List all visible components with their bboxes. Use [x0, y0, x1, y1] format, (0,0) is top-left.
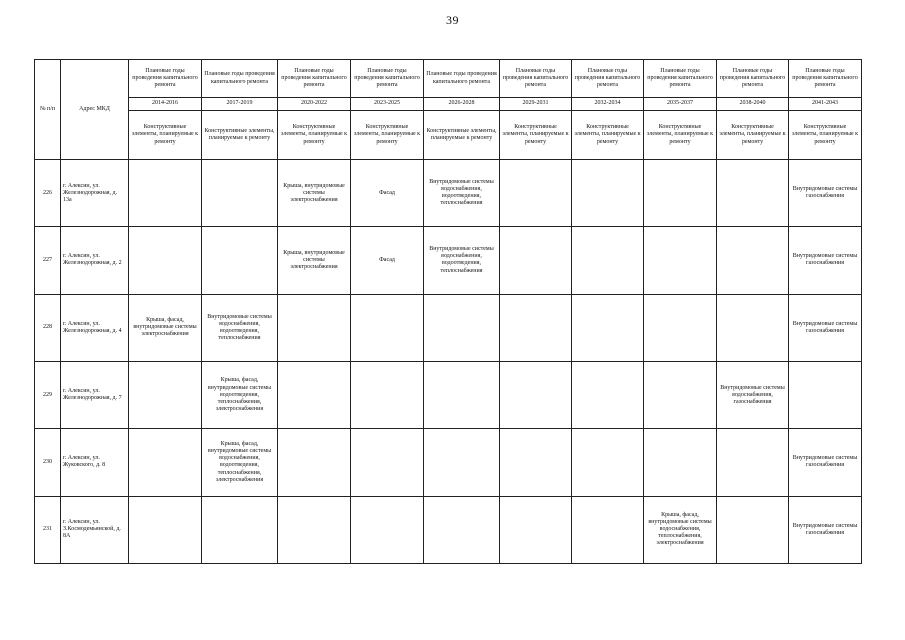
repair-cell: Внутридомовые системы водоснабжения, газоснабжения — [717, 361, 789, 428]
repair-cell: Крыша, фасад, внутридомовые системы водоснабжения, водоотведения, теплоснабжения, электроснабжения — [202, 429, 278, 496]
header-row-years — [35, 98, 862, 111]
row-address: г. Алексин, ул. Железнодорожная, д. 13а — [61, 160, 129, 227]
table-row — [35, 496, 862, 563]
repair-cell: Крыша, фасад, внутридомовые системы электроснабжения — [129, 294, 202, 361]
repair-cell — [500, 361, 572, 428]
repair-cell — [644, 361, 717, 428]
row-number: 229 — [35, 361, 61, 428]
period-title: Плановые годы проведения капитального ремонта — [572, 60, 644, 98]
repair-cell — [500, 160, 572, 227]
repair-cell — [129, 227, 202, 294]
elements-label: Конструктивные элементы, планируемые к ремонту — [644, 111, 717, 160]
row-address: г. Алексин, ул. Железнодорожная, д. 2 — [61, 227, 129, 294]
repair-cell — [202, 496, 278, 563]
repair-cell — [644, 227, 717, 294]
repair-cell — [500, 429, 572, 496]
repair-cell: Крыша, фасад, внутридомовые системы водоснабжения, теплоснабжения, электроснабжения — [644, 496, 717, 563]
row-address: г. Алексин, ул. Железнодорожная, д. 7 — [61, 361, 129, 428]
repair-cell — [351, 429, 424, 496]
period-years: 2023-2025 — [351, 98, 424, 111]
repair-cell — [644, 160, 717, 227]
row-number: 231 — [35, 496, 61, 563]
repair-cell — [500, 294, 572, 361]
row-number: 228 — [35, 294, 61, 361]
row-number: 227 — [35, 227, 61, 294]
repair-cell — [351, 361, 424, 428]
row-address: г. Алексин, ул. З.Космодемьянской, д. 8А — [61, 496, 129, 563]
repair-cell — [129, 429, 202, 496]
repair-cell: Внутридомовые системы газоснабжения — [789, 227, 862, 294]
repair-cell — [278, 429, 351, 496]
repair-cell: Внутридомовые системы водоснабжения, водоотведения, теплоснабжения — [424, 160, 500, 227]
period-years: 2035-2037 — [644, 98, 717, 111]
repair-cell — [129, 496, 202, 563]
repair-cell — [572, 294, 644, 361]
elements-label: Конструктивные элементы, планируемые к ремонту — [572, 111, 644, 160]
repair-cell: Внутридомовые системы газоснабжения — [789, 294, 862, 361]
repair-cell: Внутридомовые системы газоснабжения — [789, 160, 862, 227]
repair-cell — [278, 496, 351, 563]
repair-cell — [572, 429, 644, 496]
period-title: Плановые годы проведения капитального ремонта — [351, 60, 424, 98]
repair-cell: Крыша, внутридомовые системы электроснабжения — [278, 227, 351, 294]
elements-label: Конструктивные элементы, планируемые к ремонту — [424, 111, 500, 160]
row-number: 226 — [35, 160, 61, 227]
header-row-periods — [35, 60, 862, 98]
repair-cell — [789, 361, 862, 428]
repair-cell — [351, 496, 424, 563]
column-header-number: № п/п — [35, 60, 61, 160]
repair-cell: Внутридомовые системы газоснабжения — [789, 496, 862, 563]
period-title: Плановые годы проведения капитального ремонта — [644, 60, 717, 98]
repair-cell — [572, 496, 644, 563]
elements-label: Конструктивные элементы, планируемые к ремонту — [129, 111, 202, 160]
period-years: 2017-2019 — [202, 98, 278, 111]
repair-cell: Фасад — [351, 227, 424, 294]
period-years: 2041-2043 — [789, 98, 862, 111]
period-title: Плановые годы проведения капитального ремонта — [278, 60, 351, 98]
period-years: 2029-2031 — [500, 98, 572, 111]
repair-cell — [717, 294, 789, 361]
repair-cell: Крыша, фасад, внутридомовые системы водоотведения, теплоснабжения, электроснабжения — [202, 361, 278, 428]
repair-cell — [129, 361, 202, 428]
period-years: 2014-2016 — [129, 98, 202, 111]
repair-cell: Фасад — [351, 160, 424, 227]
repair-cell — [129, 160, 202, 227]
repair-cell — [424, 429, 500, 496]
elements-label: Конструктивные элементы, планируемые к ремонту — [789, 111, 862, 160]
repair-cell — [202, 160, 278, 227]
repair-cell — [717, 496, 789, 563]
repair-cell — [202, 227, 278, 294]
repair-cell — [424, 361, 500, 428]
table-row — [35, 361, 862, 428]
table-row — [35, 429, 862, 496]
elements-label: Конструктивные элементы, планируемые к ремонту — [278, 111, 351, 160]
repair-cell — [278, 294, 351, 361]
repair-cell: Внутридомовые системы водоснабжения, водоотведения, теплоснабжения — [202, 294, 278, 361]
repair-cell — [717, 160, 789, 227]
repair-cell — [278, 361, 351, 428]
repair-cell: Крыша, внутридомовые системы электроснабжения — [278, 160, 351, 227]
table-row — [35, 160, 862, 227]
repair-cell — [644, 429, 717, 496]
period-title: Плановые годы проведения капитального ремонта — [129, 60, 202, 98]
repair-cell — [572, 160, 644, 227]
row-number: 230 — [35, 429, 61, 496]
repair-cell: Внутридомовые системы газоснабжения — [789, 429, 862, 496]
row-address: г. Алексин, ул. Жуковского, д. 8 — [61, 429, 129, 496]
elements-label: Конструктивные элементы, планируемые к ремонту — [351, 111, 424, 160]
header-row-elements — [35, 111, 862, 160]
column-header-address: Адрес МКД — [61, 60, 129, 160]
page-number: 39 — [446, 13, 459, 27]
capital-repair-schedule-table — [34, 59, 862, 564]
repair-cell — [424, 294, 500, 361]
elements-label: Конструктивные элементы, планируемые к ремонту — [500, 111, 572, 160]
repair-cell — [424, 496, 500, 563]
repair-cell — [717, 227, 789, 294]
elements-label: Конструктивные элементы, планируемые к ремонту — [202, 111, 278, 160]
period-years: 2038-2040 — [717, 98, 789, 111]
repair-cell — [500, 227, 572, 294]
period-title: Плановые годы проведения капитального ремонта — [717, 60, 789, 98]
period-years: 2032-2034 — [572, 98, 644, 111]
table-row — [35, 294, 862, 361]
period-title: Плановые годы проведения капитального ремонта — [202, 60, 278, 98]
row-address: г. Алексин, ул. Железнодорожная, д. 4 — [61, 294, 129, 361]
repair-cell — [572, 227, 644, 294]
period-years: 2026-2028 — [424, 98, 500, 111]
repair-cell: Внутридомовые системы водоснабжения, водоотведения, теплоснабжения — [424, 227, 500, 294]
period-title: Плановые годы проведения капитального ремонта — [789, 60, 862, 98]
period-years: 2020-2022 — [278, 98, 351, 111]
repair-cell — [500, 496, 572, 563]
period-title: Плановые годы проведения капитального ремонта — [424, 60, 500, 98]
repair-cell — [351, 294, 424, 361]
table-row — [35, 227, 862, 294]
repair-cell — [717, 429, 789, 496]
repair-cell — [644, 294, 717, 361]
repair-cell — [572, 361, 644, 428]
elements-label: Конструктивные элементы, планируемые к ремонту — [717, 111, 789, 160]
period-title: Плановые годы проведения капитального ремонта — [500, 60, 572, 98]
